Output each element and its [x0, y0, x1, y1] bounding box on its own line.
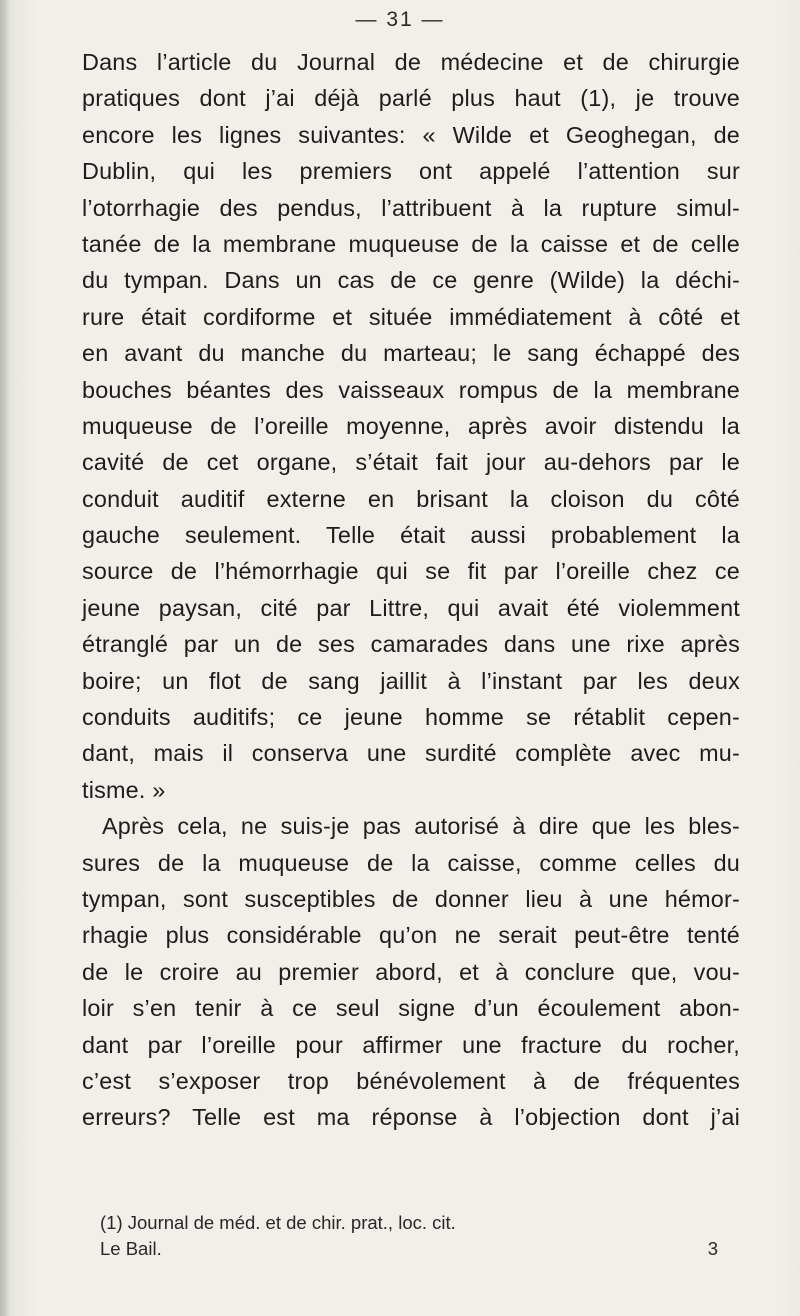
text-line: conduit auditif externe en brisant la cloison du côté	[82, 485, 740, 512]
text-line: dant, mais il conserva une surdité complète avec mu-	[82, 740, 740, 767]
text-line: du tympan. Dans un cas de ce genre (Wilde) la déchi-	[82, 267, 740, 294]
text-line: erreurs? Telle est ma réponse à l’objection dont j’ai	[82, 1104, 740, 1131]
text-line: tympan, sont susceptibles de donner lieu à une hémor-	[82, 885, 740, 912]
text-line: Dans l’article du Journal de médecine et de chirurgie	[82, 49, 740, 75]
body-text	[82, 44, 740, 1136]
text-line: Après cela, ne suis-je pas autorisé à dire que les bles-	[102, 813, 740, 840]
footnote-text: (1) Journal de méd. et de chir. prat., loc. cit.	[100, 1212, 456, 1233]
page-edge-shadow	[0, 0, 10, 1316]
sheet-number: 3	[707, 1238, 718, 1259]
page-number: — 31 —	[355, 8, 445, 31]
text-line: étranglé par un de ses camarades dans une rixe après	[82, 631, 740, 658]
text-line: jeune paysan, cité par Littre, qui avait été violemment	[82, 594, 740, 621]
text-line: rure était cordiforme et située immédiatement à côté et	[82, 303, 740, 330]
text-line: source de l’hémorrhagie qui se fit par l’oreille chez ce	[82, 558, 740, 585]
text-line: bouches béantes des vaisseaux rompus de la membrane	[82, 376, 740, 403]
text-line: en avant du manche du marteau; le sang échappé des	[82, 340, 740, 367]
text-line: c’est s’exposer trop bénévolement à de fréquentes	[82, 1067, 740, 1094]
text-line: loir s’en tenir à ce seul signe d’un écoulement abon-	[82, 995, 740, 1022]
footnote	[100, 1210, 740, 1236]
text-line: tisme. »	[82, 776, 166, 803]
text-line: de le croire au premier abord, et à conclure que, vou-	[82, 958, 740, 985]
text-line: cavité de cet organe, s’était fait jour au-dehors par le	[82, 449, 740, 476]
text-line: tanée de la membrane muqueuse de la caisse et de celle	[82, 230, 740, 257]
author-signature: Le Bail.	[100, 1238, 162, 1259]
text-line: conduits auditifs; ce jeune homme se rétablit cepen-	[82, 704, 740, 731]
text-line: rhagie plus considérable qu’on ne serait peut-être tenté	[82, 922, 740, 949]
text-line: pratiques dont j’ai déjà parlé plus haut (1), je trouve	[82, 85, 740, 112]
text-line: dant par l’oreille pour affirmer une fracture du rocher,	[82, 1031, 740, 1058]
text-line: encore les lignes suivantes: « Wilde et Geoghegan, de	[82, 121, 740, 148]
text-line: muqueuse de l’oreille moyenne, après avoir distendu la	[82, 412, 740, 439]
text-line: sures de la muqueuse de la caisse, comme celles du	[82, 849, 740, 876]
text-line: l’otorrhagie des pendus, l’attribuent à la rupture simul-	[82, 194, 740, 221]
text-line: boire; un flot de sang jaillit à l’instant par les deux	[82, 667, 740, 694]
text-line: Dublin, qui les premiers ont appelé l’attention sur	[82, 158, 740, 185]
text-line: gauche seulement. Telle était aussi probablement la	[82, 522, 740, 549]
